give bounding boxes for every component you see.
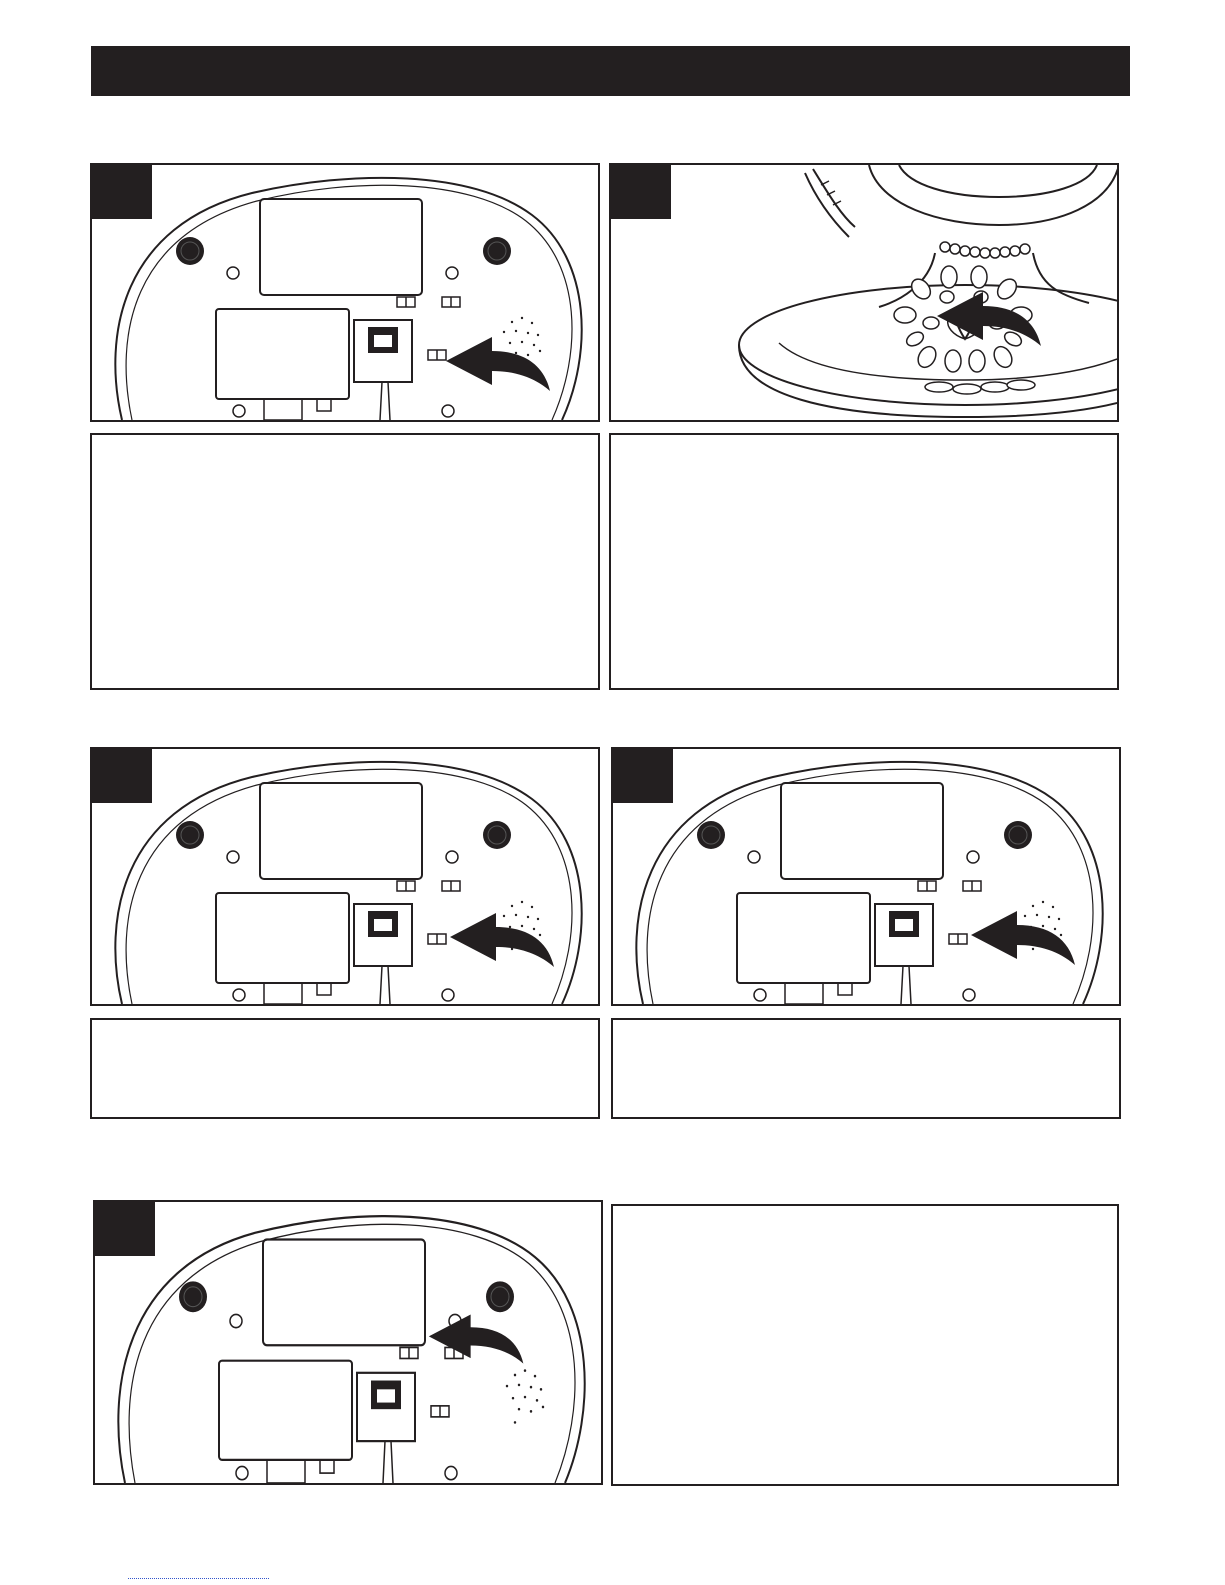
step-1-illustration-panel: [90, 163, 600, 422]
step-badge: [611, 165, 671, 219]
curved-arrow-icon: [448, 911, 558, 971]
step-2-caption-box: [609, 433, 1119, 690]
step-3-caption-box: [90, 1018, 600, 1119]
step-badge: [92, 749, 152, 803]
step-4-illustration-panel: [611, 747, 1121, 1006]
curved-arrow-icon: [427, 1310, 527, 1370]
step-badge: [95, 1202, 155, 1256]
step-5-caption-box: [611, 1204, 1119, 1486]
monitor-base-illustration: [709, 165, 1119, 420]
step-4-caption-box: [611, 1018, 1121, 1119]
curved-arrow-icon: [444, 335, 554, 395]
step-badge: [613, 749, 673, 803]
step-badge: [92, 165, 152, 219]
step-3-illustration-panel: [90, 747, 600, 1006]
footer-link-underline[interactable]: [128, 1577, 269, 1579]
step-5-illustration-panel: [93, 1200, 603, 1485]
curved-arrow-icon: [935, 290, 1045, 350]
section-header-bar: [91, 46, 1130, 96]
step-2-illustration-panel: [609, 163, 1119, 422]
step-1-caption-box: [90, 433, 600, 690]
curved-arrow-icon: [969, 909, 1079, 969]
